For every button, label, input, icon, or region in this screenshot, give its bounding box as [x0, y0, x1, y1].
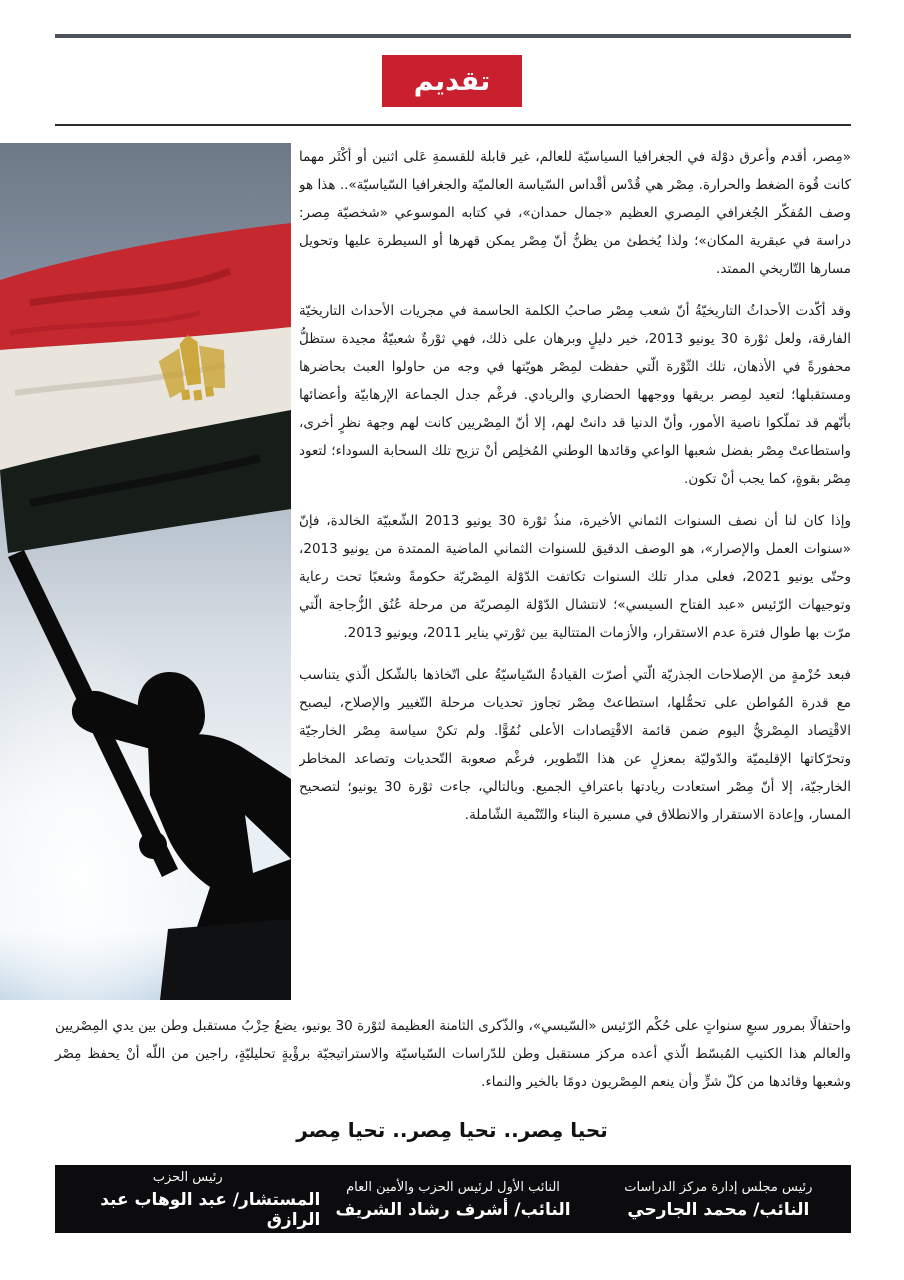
signature-name: النائب/ أشرف رشاد الشريف — [335, 1200, 571, 1220]
paragraph-2: وقد أكّدت الأحداثُ التاريخيّةُ أنّ شعب مِصْر صاحبُ الكلمة الحاسمة في مجريات الأحداث التاريخيّة الفارقة، ولعل ثوْرة 30 يونيو 2013، خير دليلٍ وبرهان على ذلك، فهي ثوْرةٌ شعبيّةٌ مجيدة ستظلُّ محفورةً في الأذهان، تلك الثّوْرة الّتي حفظت لمِصْر هويّتها في وجه من حاولوا العبث بحاضرها ومستقبلها؛ لتعيد لمِصر بريقها ووجهها الحضاري والريادي. فرغْم جدل الجماعة الإرهابيّة وأعضائها بأنّهم قد تملّكوا ناصية الأمور، وأنّ الدنيا قد دانتْ لهم، إلا أنّ المِصْريين كانت لهم وجهة نظرٍ أخرى، واستطاعتْ مِصْر بفضل شعبها الواعي وقائدها الوطني المُخلِص أنْ تزيح تلك السحابة السوداء؛ لتعود مِصْر بقوةٍ، كما يجب أنْ تكون. — [299, 303, 851, 487]
body-text-column — [299, 143, 851, 1003]
person-hand — [139, 831, 167, 859]
section-title: تقديم — [413, 65, 491, 97]
signature-first-deputy — [320, 1165, 585, 1233]
flag-photo-illustration — [0, 143, 291, 1000]
signature-name: المستشار/ عبد الوهاب عبد الرازق — [100, 1190, 321, 1230]
pedestal-block — [160, 919, 291, 1000]
flag-photo — [0, 143, 291, 1000]
paragraph-4: فبعد حُزْمةٍ من الإصلاحات الجذريّة الّتي أصرّت القيادةُ السّياسيّةُ على اتّخاذها بالشّكل الّذي يتناسب مع قدرة المُواطن على تحمُّلها، استطاعتْ مِصْر تجاوز تحديات مرحلة التّغيير والإصلاح، ليصبح الاقْتِصاد المِصْريُّ اليوم ضمن قائمة الاقْتِصادات الأعلى نُمُوًّا. ولم تكنْ سياسة مِصْر الخارجيّة وتحرّكاتها الإقليميّة والدّوليّة بمعزلٍ عن هذا التّطوير، فرغْم صعوبة التّحديات وتصاعد المخاطر الخارجيّة، إلا أنّ مِصْر استعادت ريادتها باعترافِ الجميع. وبالتالي، جاءت ثوْرة 30 يونيو؛ لتصحيح المسار، وإعادة الاستقرار والانطلاق في مسيرة البناء والتّنْمية الشّاملة. — [299, 667, 851, 823]
signatures-bar — [55, 1165, 851, 1233]
slogan-line: تحيا مِصر.. تحيا مِصر.. تحيا مِصر — [296, 1118, 608, 1142]
egyptian-flag — [0, 223, 291, 553]
signature-name: النائب/ محمد الجارحي — [627, 1200, 810, 1220]
signature-role: رئيس مجلس إدارة مركز الدراسات — [624, 1180, 813, 1195]
closing-paragraph: واحتفالًا بمرور سبعِ سنواتٍ على حُكْم الرّئيس «السّيسي»، والذّكرى الثامنة العظيمة لثوْرة 30 يونيو، يضعُ حِزْبُ مستقبل وطن بين يدي المِصْريين والعالم هذا الكتيب المُبسّط الّذي أعده مركز مستقبل وطن للدّراسات السّياسيّة والاستراتيجيّة برؤْيةٍ تحليليّةٍ، راجين من اللّه أنْ يحفظ مِصْر وشعبها وقائدها من كلّ شرٍّ وأن ينعم المِصْريون دومًا بالخير والنماء. — [55, 1018, 851, 1090]
paragraph-3: وإذا كان لنا أن نصف السنوات الثماني الأخيرة، منذُ ثوْرة 30 يونيو 2013 الشّعبيّة الخالدة، فإنّ «سنوات العمل والإصرار»، هو الوصف الدقيق للسنوات الثماني الماضية الممتدة من يونيو 2013، وحتّى يونيو 2021، فعلى مدار تلك السنوات تكاتفت الدّوْلة المِصْريّة حكومةً وشعبًا تحت رعاية وتوجيهات الرّئيس «عبد الفتاح السيسي»؛ لانتشال الدّوْلة المِصريّة من مرحلة عُنُق الزُّجاجة الّتي مرّت بها طوال فترة عدم الاستقرار، والأزمات المتتالية بين ثوْرتي يناير 2011، ويونيو 2013. — [299, 513, 851, 641]
mid-rule — [55, 124, 851, 126]
signature-party-president — [55, 1165, 320, 1233]
signature-role: النائب الأول لرئيس الحزب والأمين العام — [346, 1180, 560, 1195]
top-rule — [55, 34, 851, 38]
section-title-banner — [382, 55, 522, 107]
signature-role: رئيس الحزب — [152, 1170, 223, 1185]
signature-studies-center — [586, 1165, 851, 1233]
paragraph-1: «مِصر، أقدم وأعرق دوْلة في الجغرافيا السياسيّة للعالم، غير قابلة للقسمةِ عَلى اثنين أو أكْثَر مهما كانت قُوة الضغط والحرارة. مِصْر هي قُدْس أقْداس السّياسة العالميّة والجغرافيا السّياسيّة».. هذا هو وصف المُفكّر الجُغرافي المِصري العظيم «جمال حمدان»، في كتابه الموسوعي «شخصيّة مِصر: دراسة في عبقرية المكان»؛ ولذا يُخطئ من يظنُّ أنّ مِصْر يمكن قهرها أو السيطرة عليها وتحويل مسارها التّاريخي الممتد. — [299, 149, 851, 277]
